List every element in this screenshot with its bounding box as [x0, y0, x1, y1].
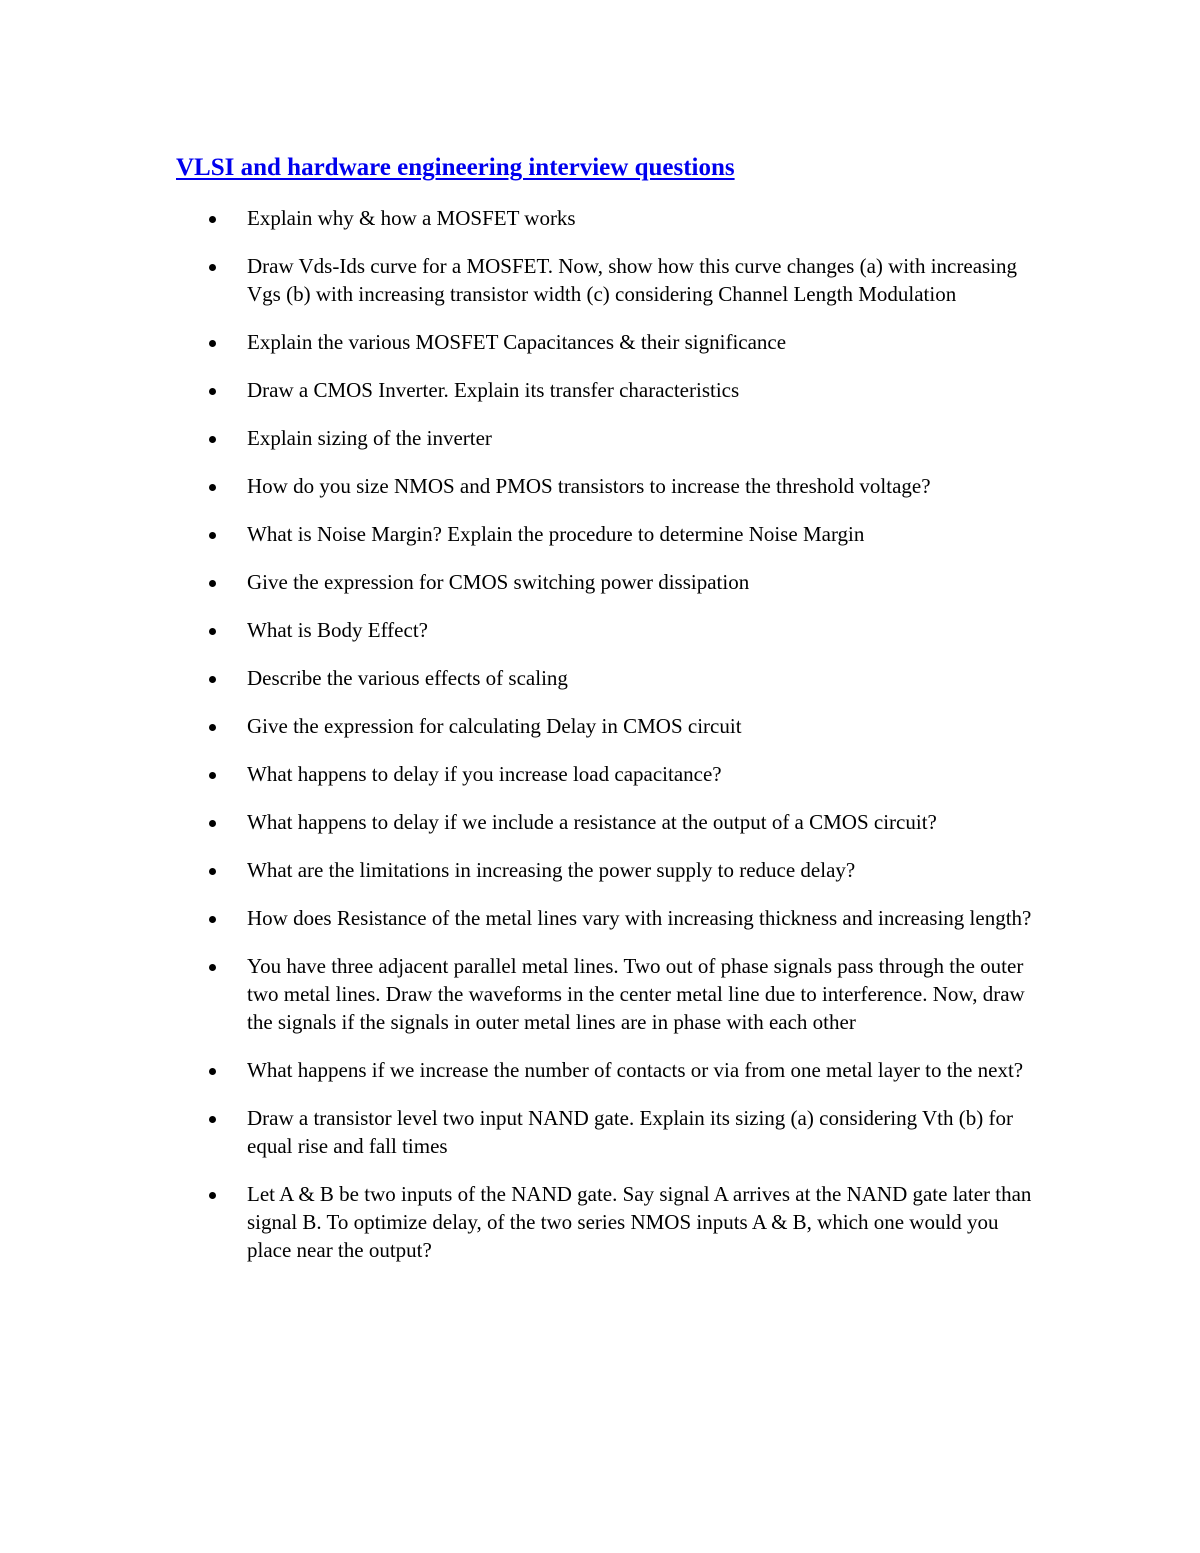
bullet-icon: [209, 264, 216, 271]
question-item: [247, 520, 1037, 548]
question-item: [247, 1104, 1037, 1160]
bullet-icon: [209, 1116, 216, 1123]
question-text: What is Body Effect?: [247, 618, 428, 642]
bullet-icon: [209, 436, 216, 443]
question-list: [247, 204, 1037, 1284]
bullet-icon: [209, 868, 216, 875]
bullet-icon: [209, 216, 216, 223]
bullet-icon: [209, 532, 216, 539]
question-text: What happens to delay if you increase load capacitance?: [247, 762, 722, 786]
question-item: [247, 472, 1037, 500]
question-item: [247, 204, 1037, 232]
question-item: [247, 712, 1037, 740]
document-title-link[interactable]: VLSI and hardware engineering interview questions: [176, 154, 735, 181]
question-text: What happens if we increase the number of contacts or via from one metal layer to the next?: [247, 1058, 1024, 1082]
question-item: [247, 664, 1037, 692]
question-text: Explain the various MOSFET Capacitances & their significance: [247, 330, 787, 354]
question-text: How do you size NMOS and PMOS transistors to increase the threshold voltage?: [247, 474, 931, 498]
question-item: [247, 808, 1037, 836]
question-item: [247, 616, 1037, 644]
question-text: Let A & B be two inputs of the NAND gate. Say signal A arrives at the NAND gate later than signal B. To optimize delay, of the two series NMOS inputs A & B, which one would you place near the output?: [247, 1182, 1032, 1262]
bullet-icon: [209, 964, 216, 971]
bullet-icon: [209, 820, 216, 827]
bullet-icon: [209, 772, 216, 779]
question-item: [247, 252, 1037, 308]
bullet-icon: [209, 676, 216, 683]
question-item: [247, 856, 1037, 884]
question-text: Give the expression for calculating Delay in CMOS circuit: [247, 714, 742, 738]
question-item: [247, 760, 1037, 788]
question-item: [247, 904, 1037, 932]
question-item: [247, 952, 1037, 1036]
bullet-icon: [209, 340, 216, 347]
bullet-icon: [209, 484, 216, 491]
question-text: You have three adjacent parallel metal lines. Two out of phase signals pass through the outer two metal lines. Draw the waveforms in the center metal line due to interference. Now, draw the signals if the signals in outer metal lines are in phase with each other: [247, 954, 1025, 1034]
bullet-icon: [209, 1192, 216, 1199]
question-text: Draw a CMOS Inverter. Explain its transfer characteristics: [247, 378, 740, 402]
bullet-icon: [209, 724, 216, 731]
question-text: Explain why & how a MOSFET works: [247, 206, 576, 230]
question-item: [247, 376, 1037, 404]
question-text: Give the expression for CMOS switching power dissipation: [247, 570, 750, 594]
question-text: Draw a transistor level two input NAND gate. Explain its sizing (a) considering Vth (b) for equal rise and fall times: [247, 1106, 1013, 1158]
question-text: What happens to delay if we include a resistance at the output of a CMOS circuit?: [247, 810, 937, 834]
question-text: What are the limitations in increasing the power supply to reduce delay?: [247, 858, 856, 882]
question-item: [247, 1180, 1037, 1264]
bullet-icon: [209, 628, 216, 635]
question-item: [247, 568, 1037, 596]
question-item: [247, 1056, 1037, 1084]
bullet-icon: [209, 580, 216, 587]
question-item: [247, 328, 1037, 356]
question-text: Describe the various effects of scaling: [247, 666, 568, 690]
question-text: Draw Vds-Ids curve for a MOSFET. Now, show how this curve changes (a) with increasing Vgs (b) with increasing transistor width (c) considering Channel Length Modulation: [247, 254, 1018, 306]
bullet-icon: [209, 388, 216, 395]
bullet-icon: [209, 916, 216, 923]
bullet-icon: [209, 1068, 216, 1075]
question-item: [247, 424, 1037, 452]
question-text: Explain sizing of the inverter: [247, 426, 492, 450]
question-text: How does Resistance of the metal lines vary with increasing thickness and increasing length?: [247, 906, 1032, 930]
question-text: What is Noise Margin? Explain the procedure to determine Noise Margin: [247, 522, 865, 546]
